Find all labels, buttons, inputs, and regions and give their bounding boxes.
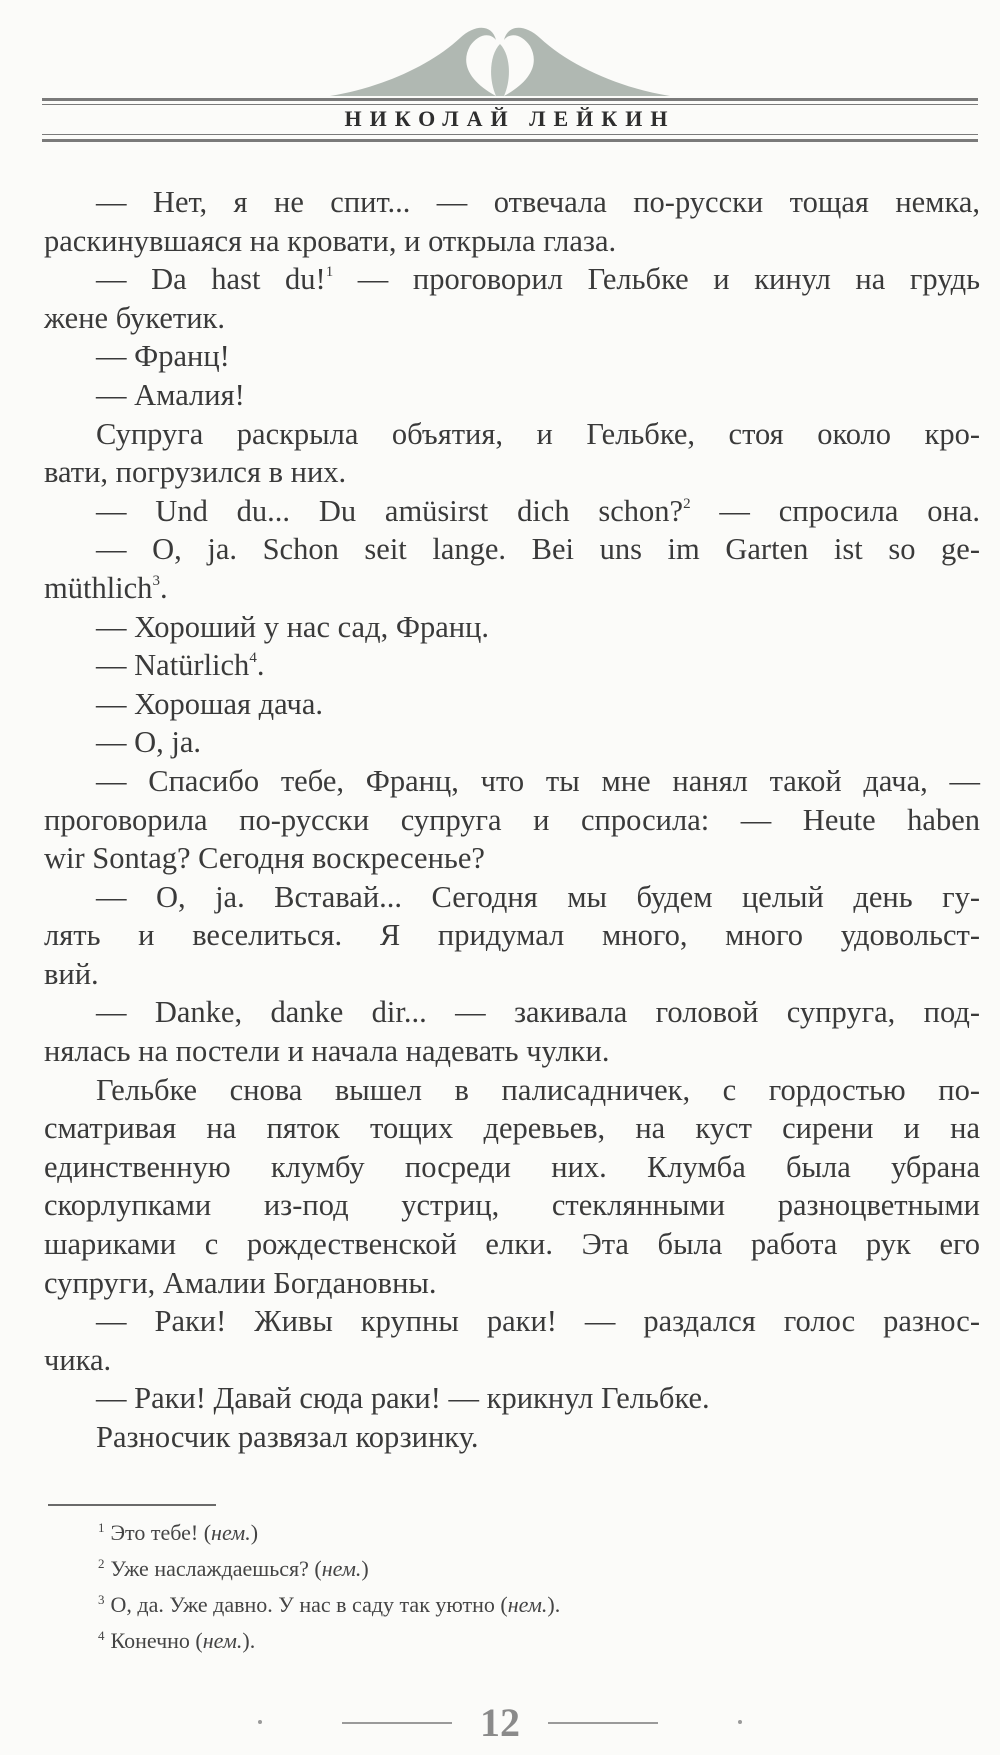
text-line: вати, погрузился в них. — [44, 455, 347, 490]
footnote-item: $^1$ Это тебе! (нем.) — [98, 1520, 259, 1545]
text-line: — Нет, я не спит... — отвечала по-русски тощая немка, — [96, 185, 980, 219]
footnote-ref[interactable]: 3 — [152, 572, 160, 589]
text-line: — O, ja. — [96, 725, 202, 760]
text-line: — Хорошая дача. — [96, 686, 323, 721]
folio-rule-left — [342, 1722, 452, 1724]
footnote-item: $^4$ Конечно (нем.). — [98, 1628, 256, 1653]
text-line: Разносчик развязал корзинку. — [96, 1420, 479, 1454]
text-line: müthlich$^3$. — [44, 570, 168, 605]
header-rule-bottom — [42, 139, 978, 142]
text-line: — Хороший у нас сад, Франц. — [96, 609, 490, 644]
text-line: лять и веселиться. Я придумал много, много удовольст- — [44, 918, 980, 953]
folio-dot-icon — [258, 1720, 262, 1724]
text-line: нялась на постели и начала надевать чулки. — [44, 1034, 610, 1069]
body-text — [44, 183, 980, 1457]
text-line: — O, ja. Вставай... Сегодня мы будем целый день гу- — [96, 879, 980, 914]
text-line: — Спасибо тебе, Франц, что ты мне нанял такой дача, — — [96, 763, 980, 798]
text-line: супруги, Амалии Богдановны. — [44, 1265, 437, 1300]
text-line: — Da hast du!$^1$ — проговорил Гельбке и кинул на грудь — [96, 262, 980, 297]
text-line: единственную клумбу посреди них. Клумба была убрана — [44, 1149, 980, 1184]
footnote-item: $^2$ Уже наслаждаешься? (нем.) — [98, 1556, 369, 1581]
footnote-ref[interactable]: 2 — [683, 495, 691, 512]
text-line: раскинувшаяся на кровати, и открыла глаза. — [44, 223, 617, 258]
text-line: Супруга раскрыла объятия, и Гельбке, стоя около кро- — [96, 416, 980, 451]
text-line: — Und du... Du amüsirst dich schon?$^2$ — спросила она. — [96, 493, 980, 528]
text-line: шариками с рождественской елки. Эта была работа рук его — [44, 1227, 980, 1262]
footnote-ref[interactable]: 1 — [325, 264, 334, 281]
text-line: — Раки! Давай сюда раки! — крикнул Гельбке. — [96, 1381, 710, 1416]
text-line: сматривая на пяток тощих деревьев, на куст сирени и на — [44, 1111, 980, 1146]
footnote-separator — [48, 1504, 216, 1506]
text-line: чика. — [44, 1342, 112, 1377]
header-rule-top — [42, 98, 978, 101]
header-ornament-icon — [320, 18, 680, 98]
footnotes — [98, 1512, 958, 1656]
text-line: скорлупками из-под устриц, стеклянными разноцветными — [44, 1188, 980, 1223]
text-line: wir Sontag? Сегодня воскресенье? — [44, 841, 485, 876]
text-line: вий. — [44, 956, 99, 991]
folio-dot-icon — [738, 1720, 742, 1724]
folio-rule-right — [548, 1722, 658, 1724]
text-line: — Раки! Живы крупны раки! — раздался голос разнос- — [96, 1304, 980, 1339]
text-line: — Амалия! — [96, 377, 245, 412]
text-line: — Danke, danke dir... — закивала головой супруга, под- — [96, 995, 980, 1030]
text-line: — Natürlich$^4$. — [96, 648, 265, 683]
page-number: 12 — [480, 1700, 520, 1745]
text-line: — O, ja. Schon seit lange. Bei uns im Garten ist so ge- — [96, 532, 980, 567]
text-line: проговорила по-русски супруга и спросила: — Heute haben — [44, 802, 980, 837]
header-rule-bottom-thin — [42, 134, 978, 135]
text-line: Гельбке снова вышел в палисадничек, с гордостью по- — [96, 1072, 980, 1107]
footnote-ref[interactable]: 4 — [249, 650, 257, 667]
text-line: жене букетик. — [44, 300, 225, 335]
text-line: — Франц! — [96, 339, 230, 374]
footnote-item: $^3$ О, да. Уже давно. У нас в саду так уютно (нем.). — [98, 1592, 561, 1617]
running-head: НИКОЛАЙ ЛЕЙКИН — [344, 106, 676, 131]
